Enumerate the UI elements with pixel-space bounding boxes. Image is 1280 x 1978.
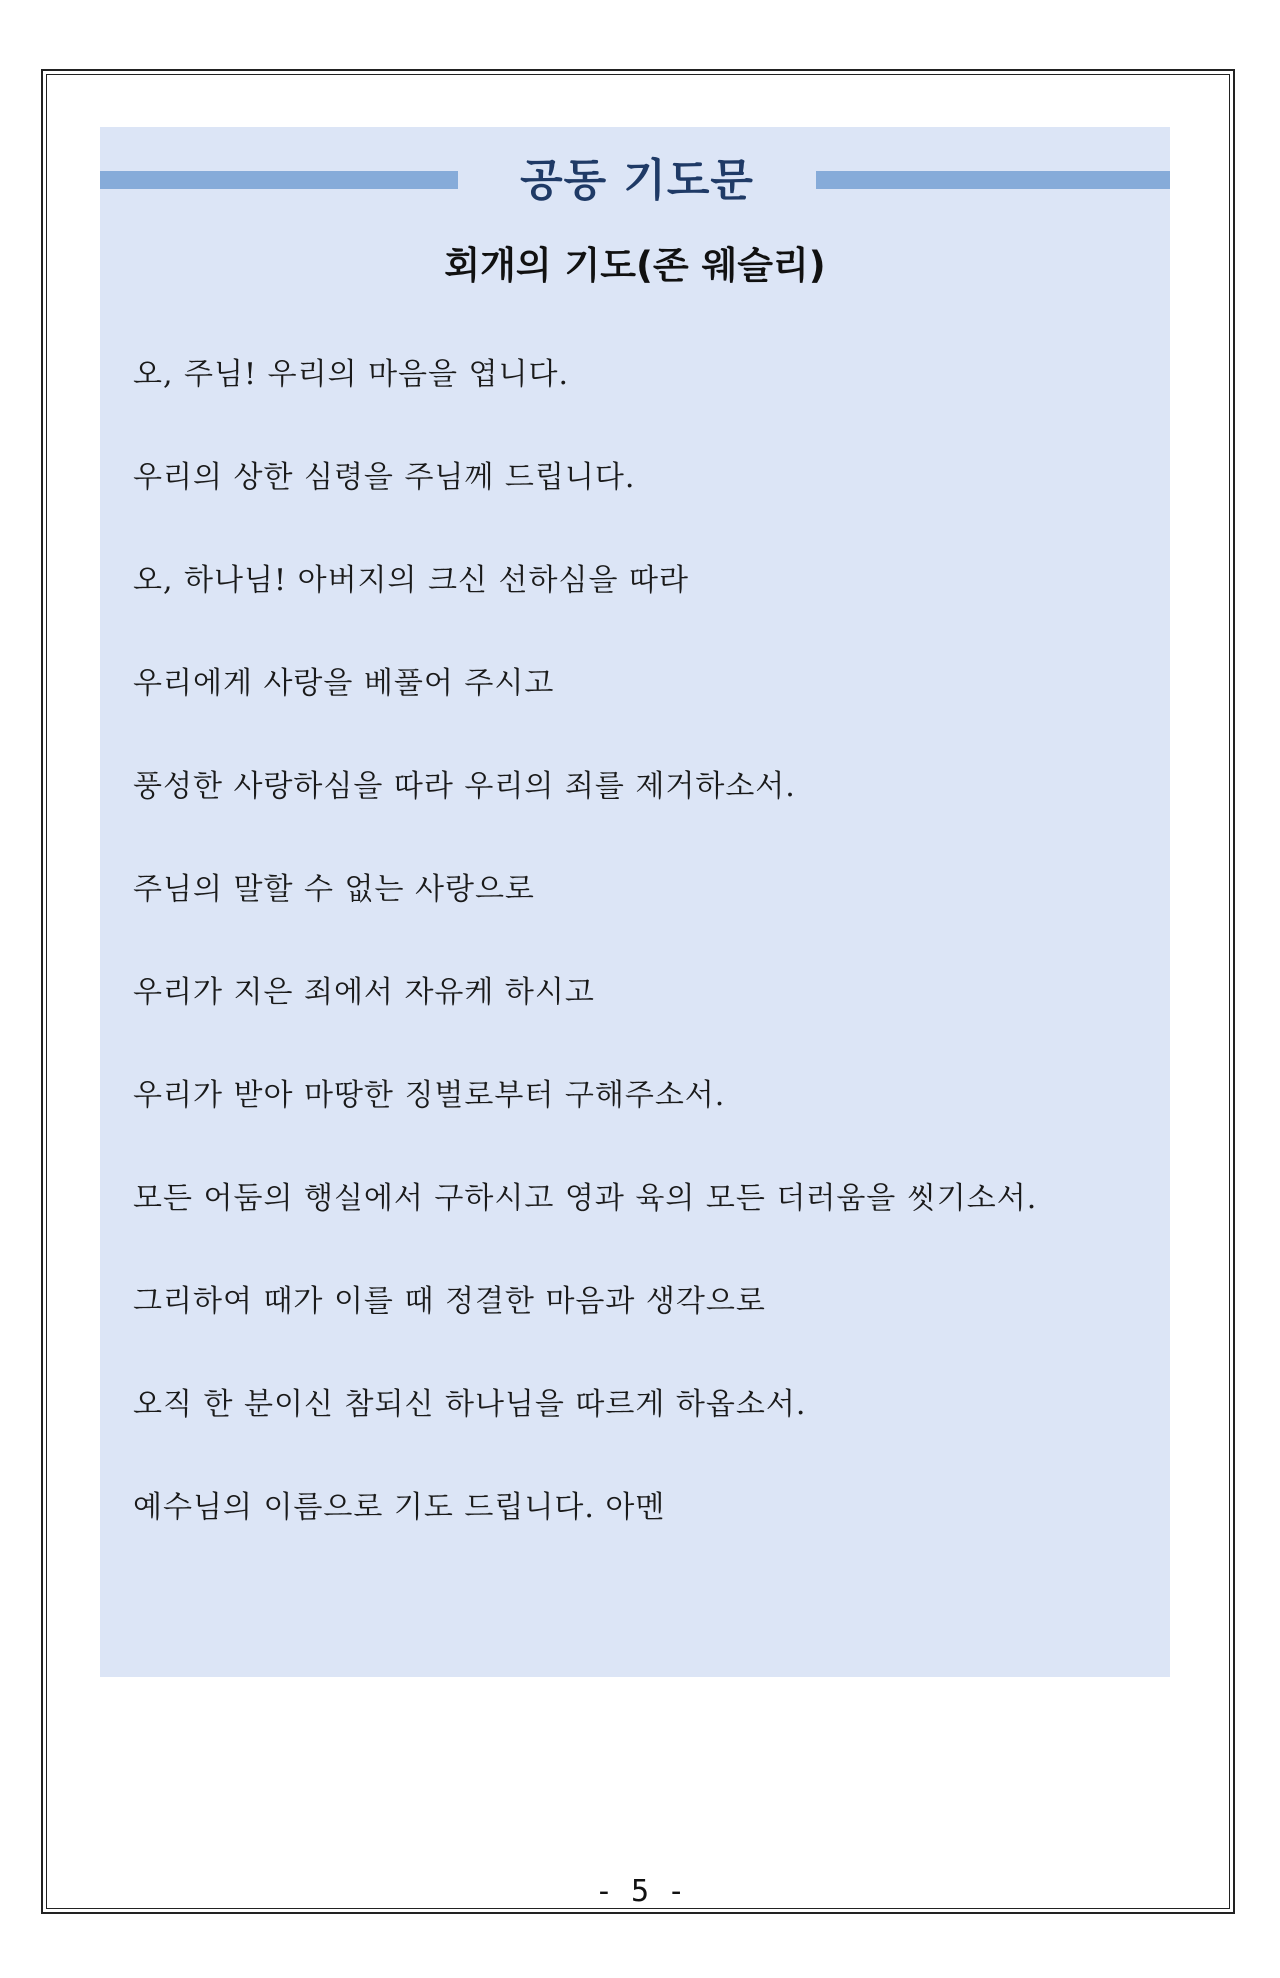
prayer-line: 우리가 지은 죄에서 자유케 하시고 [133,975,595,1010]
prayer-body [133,355,1153,1591]
section-title-bar [100,155,1170,207]
title-rule-left [100,171,458,189]
prayer-line: 주님의 말할 수 없는 사랑으로 [133,872,535,907]
prayer-line: 풍성한 사랑하심을 따라 우리의 죄를 제거하소서. [133,769,796,804]
prayer-line: 모든 어둠의 행실에서 구하시고 영과 육의 모든 더러움을 씻기소서. [133,1181,1038,1216]
prayer-line: 우리에게 사랑을 베풀어 주시고 [133,666,555,701]
prayer-title: 회개의 기도(존 웨슬리) [444,244,826,287]
section-title: 공동 기도문 [520,155,754,206]
prayer-line: 예수님의 이름으로 기도 드립니다. 아멘 [133,1490,666,1525]
title-rule-right [816,171,1170,189]
prayer-line: 오, 하나님! 아버지의 크신 선하심을 따라 [133,563,689,598]
prayer-line: 그리하여 때가 이를 때 정결한 마음과 생각으로 [133,1284,766,1319]
prayer-line: 오직 한 분이신 참되신 하나님을 따르게 하옵소서. [133,1387,807,1422]
page-number: - 5 - [594,1874,686,1909]
prayer-line: 우리의 상한 심령을 주님께 드립니다. [133,460,636,495]
prayer-line: 우리가 받아 마땅한 징벌로부터 구해주소서. [133,1078,726,1113]
prayer-line: 오, 주님! 우리의 마음을 엽니다. [133,357,570,392]
